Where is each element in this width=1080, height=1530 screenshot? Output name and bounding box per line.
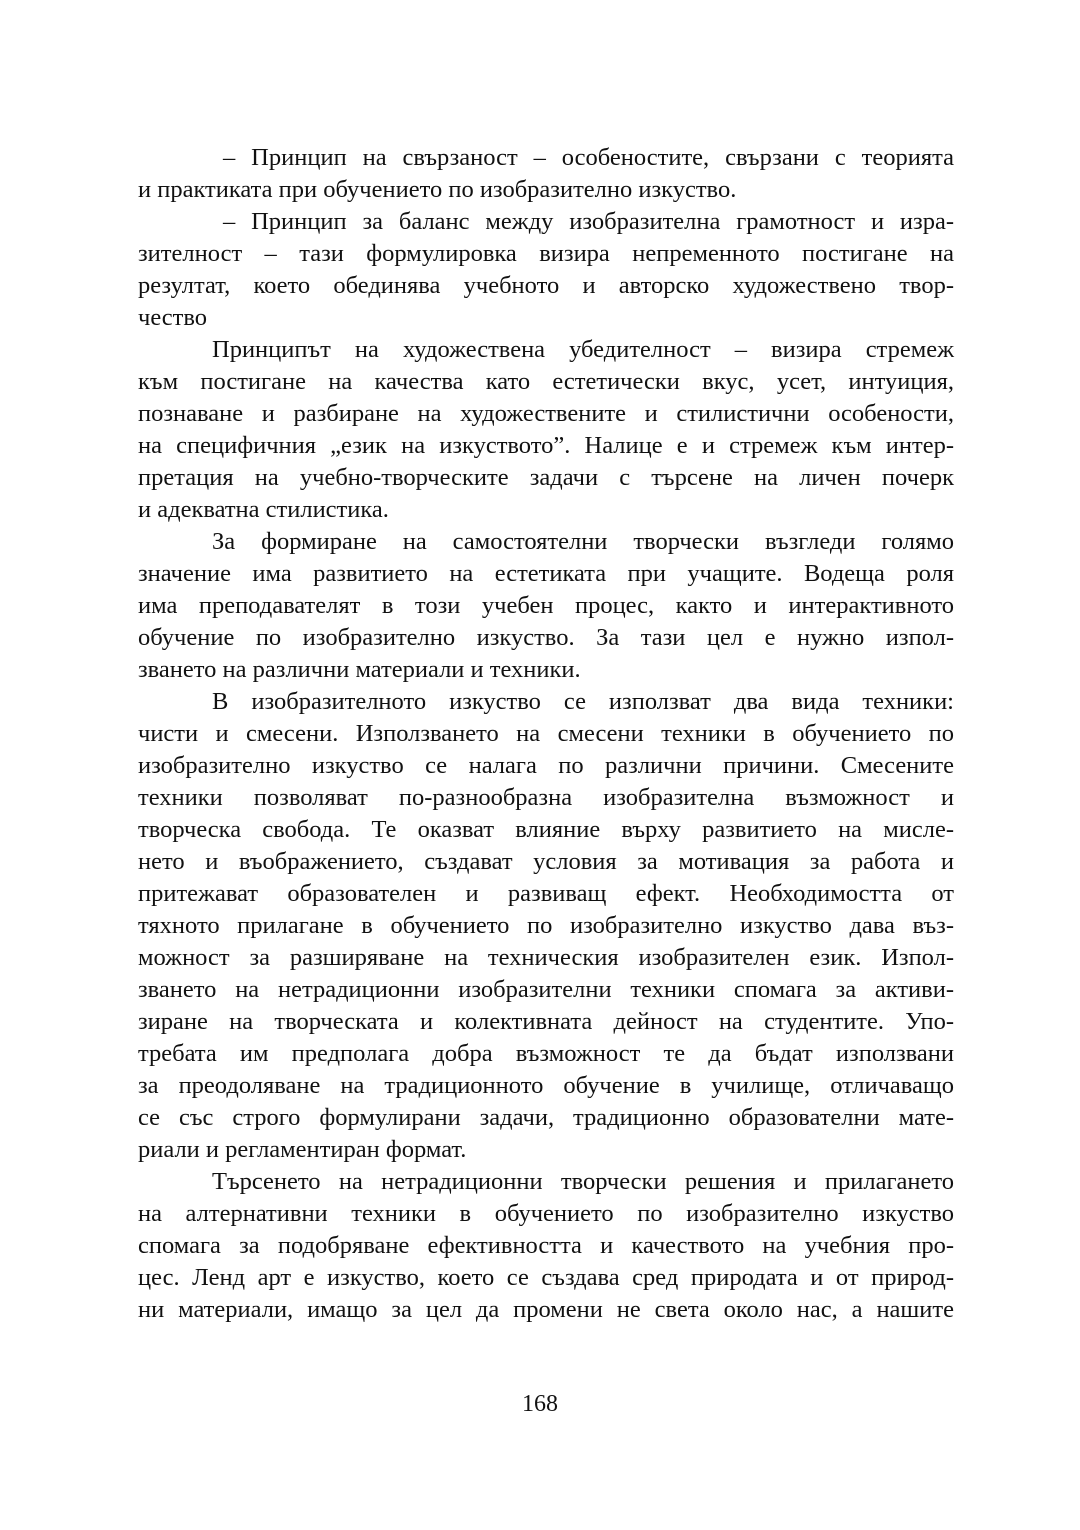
text-line: зителност – тази формулировка визира непременното постигане на [138, 240, 954, 267]
text-line: нето и въображението, създават условия за мотивация за работа и [138, 848, 954, 875]
text-line: чество [138, 304, 208, 331]
text-line: требата им предполага добра възможност те да бъдат използвани [138, 1040, 954, 1067]
text-line: тяхното прилагане в обучението по изобразително изкуство дава въз- [138, 912, 954, 939]
text-line: на алтернативни техники в обучението по изобразително изкуство [138, 1200, 954, 1227]
text-line: Търсенето на нетрадиционни творчески решения и прилагането [212, 1168, 954, 1195]
text-line: зването на нетрадиционни изобразителни техники спомага за активи- [138, 976, 954, 1003]
text-line: към постигане на качества като естетически вкус, усет, интуиция, [138, 368, 954, 395]
text-line: риали и регламентиран формат. [138, 1136, 467, 1163]
text-line: познаване и разбиране на художествените и стилистични особености, [138, 400, 954, 427]
text-line: чисти и смесени. Използването на смесени техники в обучението по [138, 720, 954, 747]
text-line: се със строго формулирани задачи, традиционно образователни мате- [138, 1104, 954, 1131]
text-line: значение има развитието на естетиката при учащите. Водеща роля [138, 560, 954, 587]
paragraph [138, 142, 954, 206]
text-line: В изобразителното изкуство се използват два вида техники: [212, 688, 954, 715]
text-line: можност за разширяване на техническия изобразителен език. Изпол- [138, 944, 954, 971]
text-line: обучение по изобразително изкуство. За тази цел е нужно изпол- [138, 624, 954, 651]
text-line: техники позволяват по-разнообразна изобразителна възможност и [138, 784, 954, 811]
page-number: 168 [522, 1391, 558, 1417]
text-line: изобразително изкуство се налага по различни причини. Смесените [138, 752, 954, 779]
text-line: зването на различни материали и техники. [138, 656, 581, 683]
text-line: за преодоляване на традиционното обучение в училище, отличаващо [138, 1072, 954, 1099]
text-line: цес. Ленд арт е изкуство, което се създава сред природата и от природ- [138, 1264, 954, 1291]
text-line: на специфичния „език на изкуството”. Налице е и стремеж към интер- [138, 432, 954, 459]
paragraph [138, 206, 954, 334]
text-line: претация на учебно-творческите задачи с търсене на личен почерк [138, 464, 954, 491]
text-line: и адекватна стилистика. [138, 496, 389, 523]
text-line: притежават образователен и развиващ ефект. Необходимостта от [138, 880, 954, 907]
text-line: За формиране на самостоятелни творчески възгледи голямо [212, 528, 954, 555]
text-line: творческа свобода. Те оказват влияние върху развитието на мисле- [138, 816, 954, 843]
text-line: Принципът на художествена убедителност – визира стремеж [212, 336, 954, 363]
text-line: – Принцип на свързаност – особеностите, свързани с теорията [223, 144, 954, 171]
page-body [138, 142, 954, 1326]
paragraph [138, 686, 954, 1166]
text-line: ни материали, имащо за цел да промени не света около нас, а нашите [138, 1296, 954, 1323]
text-line: има преподавателят в този учебен процес, както и интерактивното [138, 592, 954, 619]
text-line: резултат, което обединява учебното и авторско художествено твор- [138, 272, 954, 299]
paragraph [138, 1166, 954, 1326]
paragraph [138, 334, 954, 526]
text-line: спомага за подобряване ефективността и качеството на учебния про- [138, 1232, 954, 1259]
text-line: и практиката при обучението по изобразително изкуство. [138, 176, 737, 203]
text-line: – Принцип за баланс между изобразителна грамотност и изра- [223, 208, 954, 235]
text-line: зиране на творческата и колективната дейност на студентите. Упо- [138, 1008, 954, 1035]
paragraph [138, 526, 954, 686]
